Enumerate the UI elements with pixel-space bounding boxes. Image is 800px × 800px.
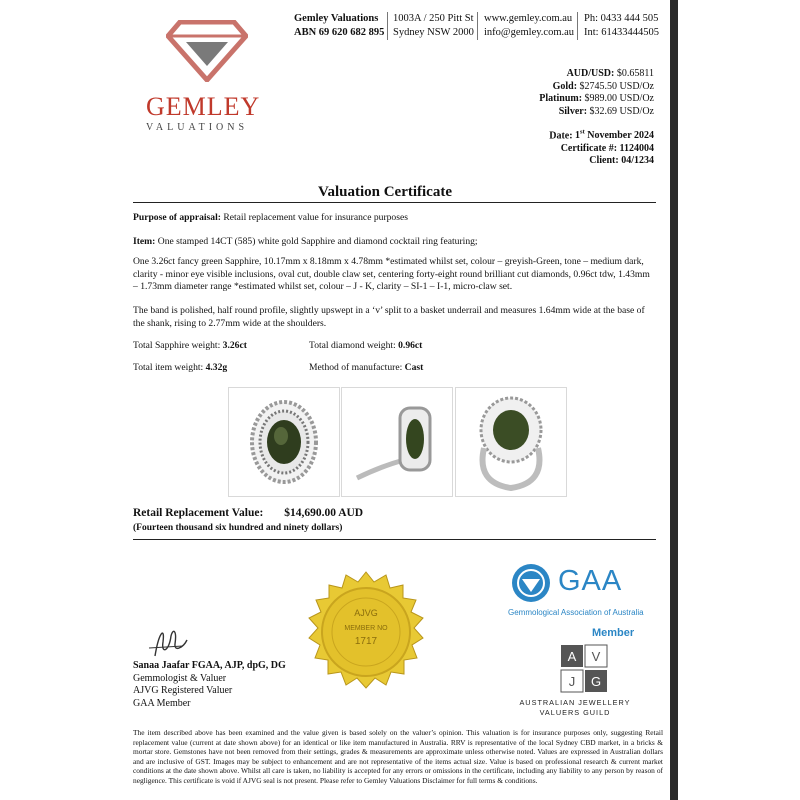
ajvg-seal bbox=[301, 570, 431, 705]
purpose-line bbox=[133, 212, 655, 225]
item-description: One 3.26ct fancy green Sapphire, 10.17mm x 8.18mm x 4.78mm *estimated whilst set, colour – greyish-Green, tone – medium dark, clarity - minor eye visible inclusions, oval cut, double claw set, centering forty-eight round brilliant cut diamonds, 0.96ct tdw, 1.43mm – 1.73mm diameter range *estimated whilst set, colour – J - K, clarity – SI-1 – I-1, micro-claw set. bbox=[133, 256, 650, 292]
valuer-role1: Gemmologist & Valuer bbox=[133, 672, 227, 684]
method-of-manufacture: Method of manufacture: Cast bbox=[309, 362, 424, 373]
intl-number: Int: 61433444505 bbox=[584, 27, 659, 38]
ajvg-v: V bbox=[591, 649, 601, 664]
platinum-value: $989.00 USD/Oz bbox=[582, 93, 654, 104]
ajvg-logo bbox=[560, 644, 608, 699]
silver-value: $32.69 USD/Oz bbox=[587, 105, 654, 117]
title-rule bbox=[133, 202, 656, 203]
client-number: 04/1234 bbox=[618, 155, 654, 167]
seal-line3: 1717 bbox=[354, 636, 378, 647]
logo-name: GEMLEY bbox=[146, 92, 261, 121]
rrv-label: Retail Replacement Value: bbox=[133, 507, 264, 519]
platinum-label: Platinum: bbox=[539, 93, 583, 104]
company-name: Gemley Valuations bbox=[294, 13, 379, 24]
sapphire-weight: Total Sapphire weight: 3.26ct bbox=[133, 340, 247, 351]
valuer-details bbox=[133, 660, 286, 710]
certificate-number: 1124004 bbox=[617, 142, 654, 154]
date-label: Date: bbox=[549, 130, 573, 142]
gold-seal-icon bbox=[301, 570, 431, 700]
email-link[interactable]: info@gemley.com.au bbox=[484, 27, 575, 38]
valuer-name: Sanaa Jaafar FGAA, AJP, dpG, DG bbox=[133, 660, 286, 671]
address-line2: Sydney NSW 2000 bbox=[393, 27, 474, 38]
retail-replacement-value bbox=[133, 507, 363, 519]
contact-address bbox=[393, 12, 474, 40]
ring-top-view-image bbox=[229, 388, 339, 496]
value-rule bbox=[133, 539, 656, 540]
ring-photo-top bbox=[228, 387, 340, 497]
item-line bbox=[133, 236, 655, 249]
ajvg-grid-icon bbox=[560, 644, 608, 694]
diamond-logo-icon bbox=[166, 20, 248, 82]
page-edge-bar bbox=[670, 0, 678, 800]
ring-back-view-image bbox=[456, 388, 566, 496]
header-divider bbox=[477, 12, 478, 40]
contact-company bbox=[294, 12, 384, 40]
gaa-logo bbox=[510, 562, 552, 609]
item-label: Item: bbox=[133, 236, 156, 247]
valuer-role2: AJVG Registered Valuer bbox=[133, 685, 233, 696]
silver-label: Silver: bbox=[558, 105, 588, 117]
rrv-in-words: (Fourteen thousand six hundred and ninety dollars) bbox=[133, 523, 343, 533]
band-description: The band is polished, half round profile, slightly upswept in a ‘v’ split to a basket underrail and measures 1.64mm wide at the base of the shank, rising to 2.77mm wide at the shoulders. bbox=[133, 305, 645, 329]
address-line1: 1003A / 250 Pitt St bbox=[393, 13, 474, 24]
item-value: One stamped 14CT (585) white gold Sapphire and diamond cocktail ring featuring; bbox=[155, 236, 478, 247]
seal-line2: MEMBER NO bbox=[344, 625, 388, 632]
signature-icon bbox=[143, 622, 193, 662]
metal-rates bbox=[539, 68, 654, 118]
ring-photo-back bbox=[455, 387, 567, 497]
certificate-meta bbox=[549, 127, 654, 168]
purpose-label: Purpose of appraisal: bbox=[133, 212, 221, 223]
gaa-member: Member bbox=[592, 627, 635, 639]
gaa-full-name: Gemmological Association of Australia bbox=[508, 608, 644, 617]
gemley-logo bbox=[166, 20, 248, 87]
aud-usd-value: $0.65811 bbox=[614, 68, 654, 79]
disclaimer: The item described above has been examined and the value given is based solely on the valuer’s opinion. This valuation is for insurance purposes only, suggesting Retail replacement value (current at date shown above) for an identical or like item manufactured in Australia. RRV is representative of the local Sydney CBD market, in a bricks & mortar store. Gemstones have not been removed from their settings, grades & measurements are approximate unless otherwise noted. Values are expressed in Australian dollars and are inclusive of GST. Images may be subject to enhancement and are not representative of the items actual size. Value is based on professional research & current market conditions at the date shown above. Whilst all care is taken, no liability is accepted for any errors or omissions in the certificate, including any liability to any person by reason of negligence. This certificate is void if AJVG seal is not present. Please refer to Gemley Valuations Disclaimer for full terms & conditions. bbox=[133, 728, 663, 785]
page-title: Valuation Certificate bbox=[317, 184, 452, 200]
aud-usd-label: AUD/USD: bbox=[566, 68, 615, 79]
ajvg-j: J bbox=[568, 674, 576, 689]
ajvg-a: A bbox=[567, 649, 577, 664]
ajvg-name: AUSTRALIAN JEWELLERY VALUERS GUILD bbox=[519, 698, 631, 717]
contact-phone bbox=[584, 12, 659, 40]
gaa-globe-icon bbox=[510, 562, 552, 604]
phone-number: Ph: 0433 444 505 bbox=[584, 13, 659, 24]
gold-value: $2745.50 USD/Oz bbox=[577, 80, 654, 92]
item-weight: Total item weight: 4.32g bbox=[133, 362, 228, 373]
purpose-value: Retail replacement value for insurance purposes bbox=[220, 212, 408, 223]
seal-line1: AJVG bbox=[354, 608, 378, 618]
logo-subtitle: VALUATIONS bbox=[146, 122, 249, 133]
client-label: Client: bbox=[589, 155, 619, 167]
ring-side-view-image bbox=[342, 388, 452, 496]
gold-label: Gold: bbox=[552, 80, 578, 92]
valuer-role3: GAA Member bbox=[133, 697, 191, 709]
diamond-weight: Total diamond weight: 0.96ct bbox=[309, 340, 423, 351]
header-divider bbox=[577, 12, 578, 40]
contact-web bbox=[484, 12, 574, 40]
gaa-name: GAA bbox=[558, 565, 623, 597]
ring-photo-side bbox=[341, 387, 453, 497]
website-link[interactable]: www.gemley.com.au bbox=[484, 13, 573, 24]
header-divider bbox=[387, 12, 388, 40]
rrv-amount: $14,690.00 AUD bbox=[284, 507, 364, 519]
date-value: 1st November 2024 bbox=[572, 129, 654, 142]
ajvg-g: G bbox=[590, 674, 602, 689]
certificate-label: Certificate #: bbox=[560, 142, 618, 154]
company-abn: ABN 69 620 682 895 bbox=[294, 27, 385, 38]
